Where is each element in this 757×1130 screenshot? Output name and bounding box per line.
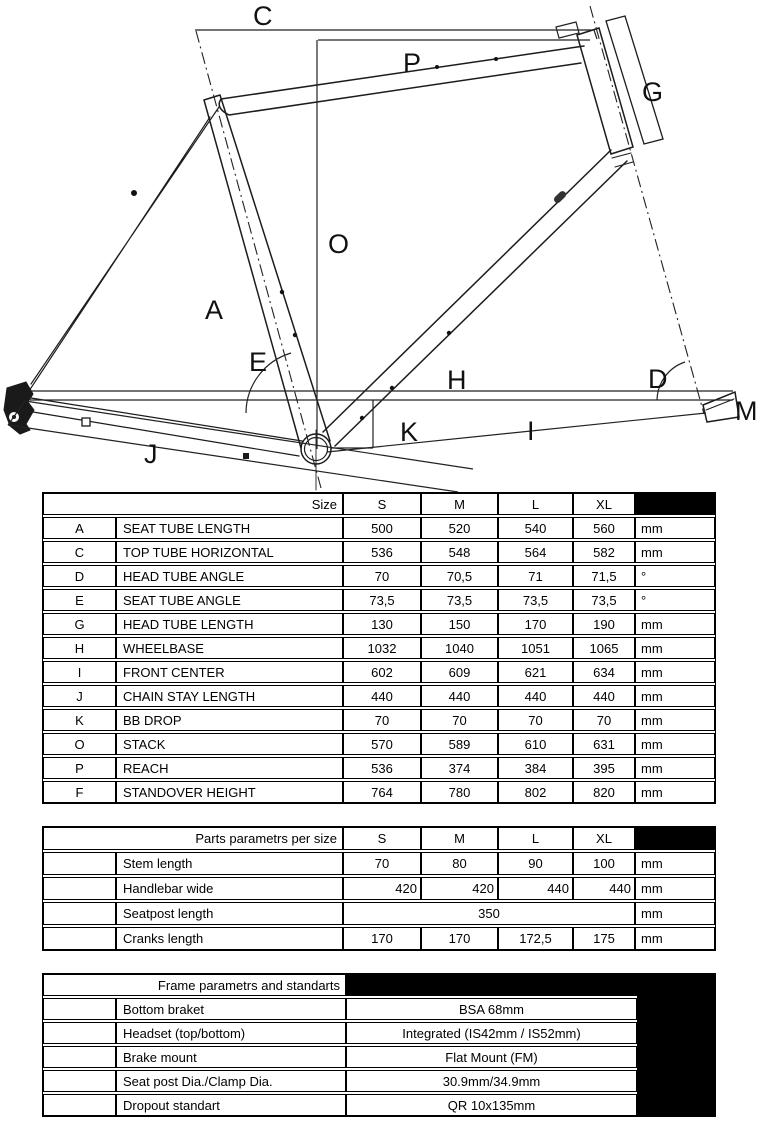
label-axle-M: M xyxy=(735,396,757,426)
cell-unit: mm xyxy=(635,902,715,925)
cell-letter: D xyxy=(43,565,116,587)
cell-unit: mm xyxy=(635,541,715,563)
frame-geometry-diagram xyxy=(0,0,757,492)
dim-wheelbase-band xyxy=(30,391,733,400)
col-header-s: S xyxy=(343,827,421,850)
cell-value: 172,5 xyxy=(498,927,573,950)
label-top-tube-C: C xyxy=(253,1,273,31)
cell-name: Seatpost length xyxy=(116,902,343,925)
cell-name: Seat post Dia./Clamp Dia. xyxy=(116,1070,346,1092)
cell-value: 536 xyxy=(343,757,421,779)
cell-value: 80 xyxy=(421,852,498,875)
label-head-angle-D: D xyxy=(648,364,668,394)
label-wheelbase-H: H xyxy=(447,365,467,395)
header-black-cell xyxy=(635,827,715,850)
cell-name: CHAIN STAY LENGTH xyxy=(116,685,343,707)
cell-letter: H xyxy=(43,637,116,659)
cell-letter xyxy=(43,1046,116,1068)
cell-name: Handlebar wide xyxy=(116,877,343,900)
cell-value: 602 xyxy=(343,661,421,683)
cell-value: 564 xyxy=(498,541,573,563)
frame-fittings xyxy=(82,57,567,459)
cell-letter: A xyxy=(43,517,116,539)
cell-name: Bottom braket xyxy=(116,998,346,1020)
standards-header-cell: Frame parametrs and standarts xyxy=(43,974,346,996)
cell-value: 71 xyxy=(498,565,573,587)
size-header-cell: Size xyxy=(43,493,343,515)
cell-value: 70 xyxy=(343,709,421,731)
cell-value: 70 xyxy=(498,709,573,731)
cell-value: 560 xyxy=(573,517,635,539)
cell-value: 440 xyxy=(498,877,573,900)
cell-unit: mm xyxy=(635,927,715,950)
cell-name: Headset (top/bottom) xyxy=(116,1022,346,1044)
cell-unit: mm xyxy=(635,757,715,779)
dim-top-tube-horizontal xyxy=(195,30,597,39)
cell-letter: K xyxy=(43,709,116,731)
cell-unit: mm xyxy=(635,661,715,683)
parts-header-cell: Parts parametrs per size xyxy=(43,827,343,850)
cell-letter: O xyxy=(43,733,116,755)
cell-letter xyxy=(43,1094,116,1116)
standards-table xyxy=(42,973,716,1117)
front-dropout xyxy=(703,392,739,422)
cell-letter: F xyxy=(43,781,116,803)
label-reach-P: P xyxy=(403,48,422,78)
seat-tube-axis xyxy=(196,31,321,488)
cell-value: 170 xyxy=(421,927,498,950)
cell-value: 589 xyxy=(421,733,498,755)
geometry-table xyxy=(42,492,716,804)
cell-name: HEAD TUBE LENGTH xyxy=(116,613,343,635)
cell-value: 70 xyxy=(421,709,498,731)
cell-value: 548 xyxy=(421,541,498,563)
cell-unit: mm xyxy=(635,685,715,707)
cell-name: HEAD TUBE ANGLE xyxy=(116,565,343,587)
cell-value: 395 xyxy=(573,757,635,779)
cell-letter xyxy=(43,902,116,925)
cell-value: 130 xyxy=(343,613,421,635)
cell-letter: G xyxy=(43,613,116,635)
cell-letter: I xyxy=(43,661,116,683)
cell-value: 820 xyxy=(573,781,635,803)
label-bb-drop-K: K xyxy=(400,417,419,447)
cell-value: 440 xyxy=(573,685,635,707)
head-tube xyxy=(577,28,633,154)
cell-letter: C xyxy=(43,541,116,563)
cell-value: 73,5 xyxy=(573,589,635,611)
cell-value: 1032 xyxy=(343,637,421,659)
cell-unit: ° xyxy=(635,565,715,587)
cell-value: 610 xyxy=(498,733,573,755)
cell-value: 582 xyxy=(573,541,635,563)
cell-name: Dropout standart xyxy=(116,1094,346,1116)
down-tube xyxy=(323,150,627,446)
col-header-m: M xyxy=(421,827,498,850)
col-header-m: M xyxy=(421,493,498,515)
cell-name: REACH xyxy=(116,757,343,779)
cell-name: STACK xyxy=(116,733,343,755)
cell-unit: mm xyxy=(635,637,715,659)
dim-front-center-line xyxy=(327,413,706,452)
cell-letter xyxy=(43,927,116,950)
label-chainstay-J: J xyxy=(144,439,158,469)
top-tube xyxy=(219,46,584,115)
cell-unit: mm xyxy=(635,613,715,635)
cell-name: Brake mount xyxy=(116,1046,346,1068)
cell-letter xyxy=(43,852,116,875)
cell-unit: mm xyxy=(635,877,715,900)
cell-value: 420 xyxy=(343,877,421,900)
cell-value: 150 xyxy=(421,613,498,635)
header-black-cell xyxy=(635,493,715,515)
dim-bb-drop xyxy=(331,400,373,448)
cell-value: 170 xyxy=(343,927,421,950)
cell-unit: mm xyxy=(635,517,715,539)
cell-value: 190 xyxy=(573,613,635,635)
cell-unit: mm xyxy=(635,852,715,875)
cell-value: 30.9mm/34.9mm xyxy=(346,1070,637,1092)
cell-letter xyxy=(43,998,116,1020)
cell-value: 1051 xyxy=(498,637,573,659)
cell-value: 500 xyxy=(343,517,421,539)
cell-value: 71,5 xyxy=(573,565,635,587)
side-black-block xyxy=(637,974,715,1116)
label-seat-tube-A: A xyxy=(205,295,224,325)
cell-unit: mm xyxy=(635,733,715,755)
cell-letter: E xyxy=(43,589,116,611)
cell-value: 520 xyxy=(421,517,498,539)
cell-name: BB DROP xyxy=(116,709,343,731)
cell-name: SEAT TUBE LENGTH xyxy=(116,517,343,539)
chain-stays xyxy=(27,398,302,456)
cell-value: 170 xyxy=(498,613,573,635)
cell-value: 440 xyxy=(573,877,635,900)
cell-value: 1065 xyxy=(573,637,635,659)
cell-value: 609 xyxy=(421,661,498,683)
cell-value: 536 xyxy=(343,541,421,563)
cell-value: 780 xyxy=(421,781,498,803)
cell-letter xyxy=(43,1022,116,1044)
cell-value: 70 xyxy=(343,852,421,875)
cell-value: 175 xyxy=(573,927,635,950)
cell-value: 634 xyxy=(573,661,635,683)
cell-name: Stem length xyxy=(116,852,343,875)
label-seat-angle-E: E xyxy=(249,347,268,377)
cell-name: STANDOVER HEIGHT xyxy=(116,781,343,803)
cell-letter: P xyxy=(43,757,116,779)
col-header-xl: XL xyxy=(573,827,635,850)
seat-tube xyxy=(204,95,330,448)
cell-value: 73,5 xyxy=(421,589,498,611)
cell-name: WHEELBASE xyxy=(116,637,343,659)
parts-table xyxy=(42,826,716,951)
cell-value: 802 xyxy=(498,781,573,803)
cell-value: 631 xyxy=(573,733,635,755)
cell-letter: J xyxy=(43,685,116,707)
cell-name: Cranks length xyxy=(116,927,343,950)
cell-value: BSA 68mm xyxy=(346,998,637,1020)
cell-value: 440 xyxy=(343,685,421,707)
cell-unit: mm xyxy=(635,709,715,731)
cell-letter xyxy=(43,877,116,900)
seat-stays xyxy=(27,107,219,394)
cell-value: 374 xyxy=(421,757,498,779)
header-black-cell xyxy=(346,974,637,996)
cell-value: 90 xyxy=(498,852,573,875)
cell-unit: ° xyxy=(635,589,715,611)
col-header-s: S xyxy=(343,493,421,515)
cell-merged-value: 350 xyxy=(343,902,635,925)
cell-letter xyxy=(43,1070,116,1092)
col-header-l: L xyxy=(498,827,573,850)
cell-name: FRONT CENTER xyxy=(116,661,343,683)
cell-value: 100 xyxy=(573,852,635,875)
cell-value: 570 xyxy=(343,733,421,755)
cell-value: 440 xyxy=(421,685,498,707)
headset-lower xyxy=(612,153,633,167)
cell-name: SEAT TUBE ANGLE xyxy=(116,589,343,611)
label-stack-O: O xyxy=(328,229,350,259)
col-header-l: L xyxy=(498,493,573,515)
col-header-xl: XL xyxy=(573,493,635,515)
cell-value: 73,5 xyxy=(343,589,421,611)
cell-value: 764 xyxy=(343,781,421,803)
diagram-labels xyxy=(144,1,757,469)
cell-value: Integrated (IS42mm / IS52mm) xyxy=(346,1022,637,1044)
cell-value: 1040 xyxy=(421,637,498,659)
label-front-center-I: I xyxy=(527,416,535,446)
cell-value: 70 xyxy=(343,565,421,587)
cell-value: 73,5 xyxy=(498,589,573,611)
cell-value: 440 xyxy=(498,685,573,707)
cell-value: 420 xyxy=(421,877,498,900)
cell-name: TOP TUBE HORIZONTAL xyxy=(116,541,343,563)
steering-axis xyxy=(590,6,704,414)
cell-value: 70,5 xyxy=(421,565,498,587)
cell-value: Flat Mount (FM) xyxy=(346,1046,637,1068)
cell-value: 540 xyxy=(498,517,573,539)
cell-value: 70 xyxy=(573,709,635,731)
cell-value: 384 xyxy=(498,757,573,779)
cell-value: 621 xyxy=(498,661,573,683)
cell-value: QR 10x135mm xyxy=(346,1094,637,1116)
cell-unit: mm xyxy=(635,781,715,803)
label-head-tube-G: G xyxy=(642,77,664,107)
